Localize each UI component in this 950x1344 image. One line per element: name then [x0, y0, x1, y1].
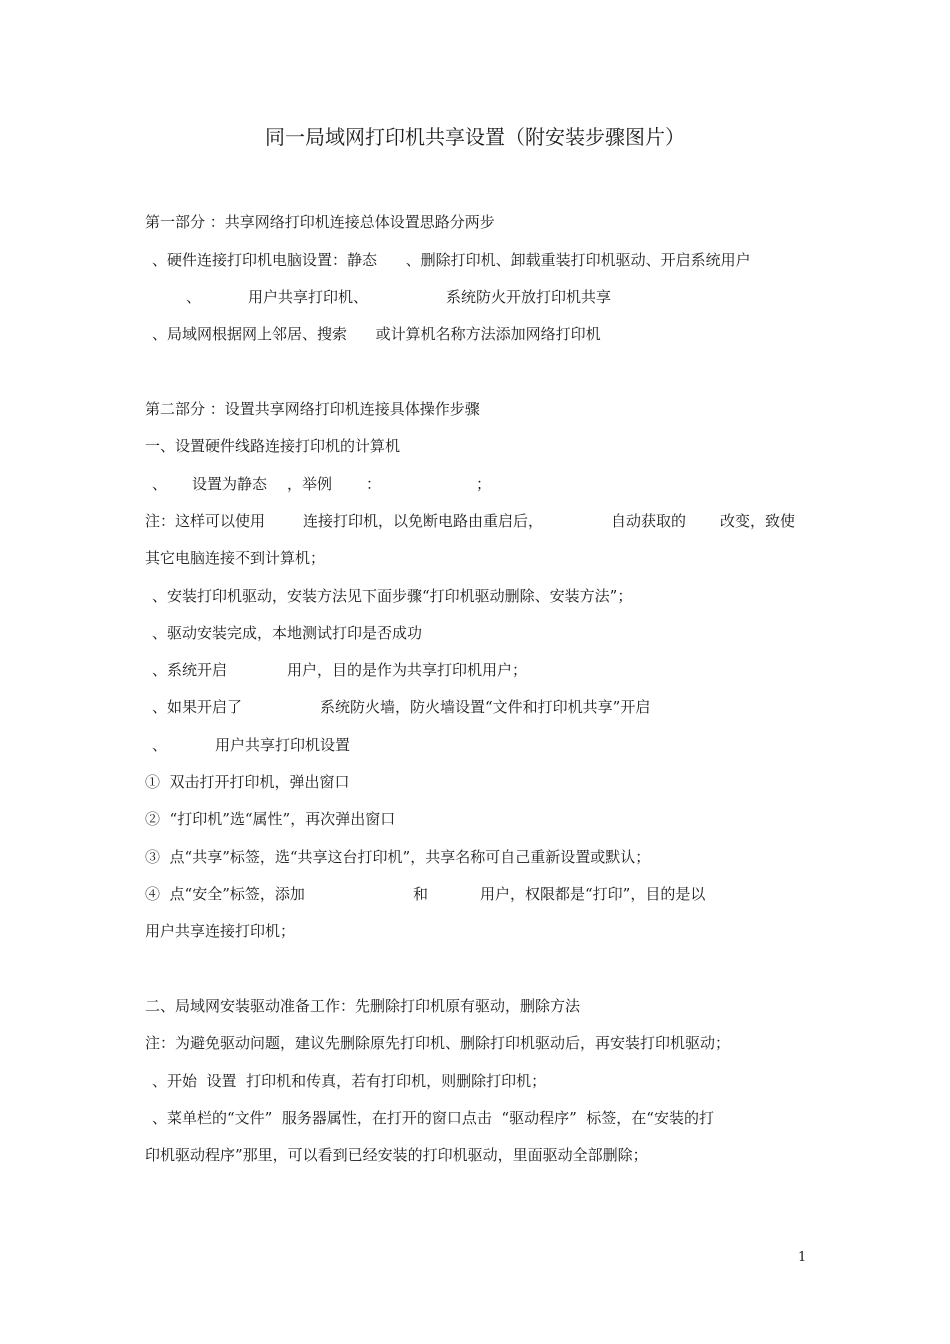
- step4-a: 、系统开启: [152, 661, 228, 679]
- step1-text: 设置为静态: [192, 475, 268, 493]
- delete-step1: 、开始 设置 打印机和传真，若有打印机，则删除打印机；: [152, 1072, 547, 1090]
- circled-step-4-b: 和: [413, 885, 429, 903]
- step1-colon: ：: [366, 475, 382, 493]
- step1-end: ；: [476, 475, 492, 493]
- part2-heading: 第二部分 ：设置共享网络打印机连接具体操作步骤: [145, 400, 480, 418]
- step4-b: 用户，目的是作为共享打印机用户；: [287, 661, 528, 679]
- section2-heading: 二、局域网安装驱动准备工作：先删除打印机原有驱动，删除方法: [145, 997, 581, 1015]
- step5-a: 、如果开启了: [152, 698, 243, 716]
- part1-line2-c: 系统防火开放打印机共享: [446, 288, 612, 306]
- note1-d: 改变，致使: [720, 512, 796, 530]
- part1-line3: 、局域网根据网上邻居、搜索 或计算机名称方法添加网络打印机: [152, 325, 601, 343]
- part1-line2-a: 、: [186, 288, 202, 306]
- step1-example: ，举例: [287, 475, 333, 493]
- circled-step-4-continuation: 用户共享连接打印机；: [145, 922, 296, 940]
- note2: 注：为避免驱动问题，建议先删除原先打印机、删除打印机驱动后，再安装打印机驱动；: [145, 1034, 731, 1052]
- step3: 、驱动安装完成，本地测试打印是否成功: [152, 624, 423, 642]
- step6-b: 用户共享打印机设置: [215, 736, 351, 754]
- step5-b: 系统防火墙，防火墙设置“文件和打印机共享”开启: [320, 698, 651, 716]
- step2: 、安装打印机驱动，安装方法见下面步骤“打印机驱动删除、安装方法”；: [152, 587, 633, 605]
- circled-step-3: ③ 点“共享”标签，选“共享这台打印机”，共享名称可自己重新设置或默认；: [145, 848, 651, 866]
- part1-line1: 、硬件连接打印机电脑设置：静态 、删除打印机、卸载重装打印机驱动、开启系统用户: [152, 251, 751, 269]
- note1-a: 注：这样可以使用: [145, 512, 266, 530]
- part1-line2-b: 用户共享打印机、: [248, 288, 369, 306]
- part1-heading: 第一部分 ：共享网络打印机连接总体设置思路分两步: [145, 213, 495, 231]
- delete-step2: 、菜单栏的“文件” 服务器属性，在打开的窗口点击 “驱动程序” 标签，在“安装的打: [152, 1109, 714, 1127]
- page-number: 1: [798, 1250, 807, 1265]
- step6-a: 、: [152, 736, 168, 754]
- note1-c: 自动获取的: [611, 512, 687, 530]
- circled-step-1: ① 双击打开打印机，弹出窗口: [145, 773, 350, 791]
- step1-prefix: 、: [152, 475, 168, 493]
- document-title: 同一局域网打印机共享设置（附安装步骤图片）: [265, 125, 685, 149]
- delete-step2-continuation: 印机驱动程序”那里，可以看到已经安装的打印机驱动，里面驱动全部删除；: [145, 1146, 648, 1164]
- section1-heading: 一、设置硬件线路连接打印机的计算机: [145, 437, 401, 455]
- circled-step-2: ② “打印机”选“属性”，再次弹出窗口: [145, 810, 396, 828]
- circled-step-4-c: 用户，权限都是“打印”，目的是以: [480, 885, 706, 903]
- note1-b: 连接打印机，以免断电路由重启后，: [303, 512, 544, 530]
- circled-step-4-a: ④ 点“安全”标签，添加: [145, 885, 305, 903]
- note1-continuation: 其它电脑连接不到计算机；: [145, 549, 326, 567]
